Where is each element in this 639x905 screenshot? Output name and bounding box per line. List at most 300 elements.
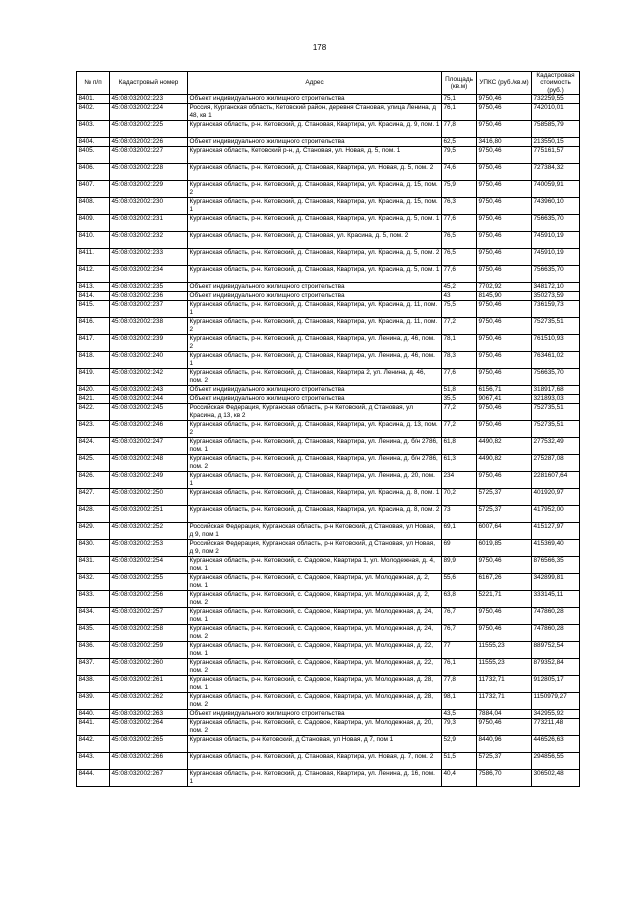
row-number: 8424. xyxy=(77,438,110,455)
table-row xyxy=(77,489,580,506)
cadastral-value: 415127,97 xyxy=(532,523,580,540)
table-row xyxy=(77,95,580,104)
row-number: 8425. xyxy=(77,455,110,472)
area: 61,8 xyxy=(442,438,477,455)
area: 234 xyxy=(442,472,477,489)
upks: 9750,46 xyxy=(477,181,532,198)
page-number: 178 xyxy=(312,43,327,52)
cadastral-value: 876566,35 xyxy=(532,557,580,574)
row-number: 8430. xyxy=(77,540,110,557)
cadastral-value: 775161,57 xyxy=(532,147,580,164)
cadastral-number: 45:08:032002:250 xyxy=(110,489,188,506)
cadastral-value: 747860,28 xyxy=(532,625,580,642)
cadastral-number: 45:08:032002:249 xyxy=(110,472,188,489)
area: 77,2 xyxy=(442,421,477,438)
row-number: 8429. xyxy=(77,523,110,540)
area: 51,8 xyxy=(442,386,477,395)
address: Объект индивидуального жилищного строительства xyxy=(188,386,442,395)
row-number: 8436. xyxy=(77,642,110,659)
cadastral-number: 45:08:032002:225 xyxy=(110,121,188,138)
address: Курганская область, р-н. Кетовский, д. Становая, Квартира, ул. Красина, д. 8, пом. 2 xyxy=(188,506,442,523)
address: Курганская область, р-н. Кетовский, д. Становая, Квартира, ул. Ленина, д. 16, пом. 1 xyxy=(188,770,442,787)
area: 79,3 xyxy=(442,719,477,736)
row-number: 8443. xyxy=(77,753,110,770)
address: Курганская область, р-н. Кетовский, д. Становая, Квартира, ул. Новая, д. 7, пом. 2 xyxy=(188,753,442,770)
cadastral-number: 45:08:032002:238 xyxy=(110,318,188,335)
upks: 9750,46 xyxy=(477,266,532,283)
address: Курганская область, р-н. Кетовский, д. Становая, Квартира, ул. Красина, д. 11, пом. 2 xyxy=(188,318,442,335)
table-row xyxy=(77,386,580,395)
upks: 9750,46 xyxy=(477,232,532,249)
upks: 9750,46 xyxy=(477,318,532,335)
table-row xyxy=(77,164,580,181)
cadastral-value-table xyxy=(76,71,580,787)
row-number: 8422. xyxy=(77,404,110,421)
table-row xyxy=(77,455,580,472)
address: Курганская область, р-н. Кетовский, д. Становая, ул. Красина, д. 5, пом. 2 xyxy=(188,232,442,249)
cadastral-number: 45:08:032002:262 xyxy=(110,693,188,710)
cadastral-number: 45:08:032002:236 xyxy=(110,292,188,301)
row-number: 8419. xyxy=(77,369,110,386)
address: Курганская область, р-н. Кетовский, с. Садовое, Квартира, ул. Молодежная, д. 20, пом. 2 xyxy=(188,719,442,736)
upks: 6007,64 xyxy=(477,523,532,540)
cadastral-value: 318917,68 xyxy=(532,386,580,395)
address: Курганская область, р-н. Кетовский, с. Садовое, Квартира 1, ул. Молодежная, д. 4, пом. 1 xyxy=(188,557,442,574)
cadastral-value: 446526,63 xyxy=(532,736,580,753)
upks: 5725,37 xyxy=(477,506,532,523)
address: Курганская область, р-н. Кетовский, с. Садовое, Квартира, ул. Молодежная, д. 24, пом. 1 xyxy=(188,608,442,625)
address: Курганская область, р-н. Кетовский, д. Становая, Квартира, ул. Красина, д. 13, пом. 2 xyxy=(188,421,442,438)
row-number: 8435. xyxy=(77,625,110,642)
address: Курганская область, р-н. Кетовский, д. Становая, Квартира 2, ул. Ленина, д. 46, пом. 2 xyxy=(188,369,442,386)
row-number: 8412. xyxy=(77,266,110,283)
area: 73 xyxy=(442,506,477,523)
cadastral-value: 752735,51 xyxy=(532,404,580,421)
header-address: Адрес xyxy=(188,72,442,95)
cadastral-number: 45:08:032002:229 xyxy=(110,181,188,198)
address: Курганская область, р-н. Кетовский, с. Садовое, Квартира, ул. Молодежная, д. 22, пом. 2 xyxy=(188,659,442,676)
table-row xyxy=(77,249,580,266)
upks: 9750,46 xyxy=(477,147,532,164)
table-row xyxy=(77,147,580,164)
table-row xyxy=(77,642,580,659)
area: 78,1 xyxy=(442,335,477,352)
upks: 8440,96 xyxy=(477,736,532,753)
table-row xyxy=(77,710,580,719)
header-cadastral-value: Кадастровая стоимость (руб.) xyxy=(532,72,580,95)
table-row xyxy=(77,676,580,693)
address: Курганская область, р-н. Кетовский, д. Становая, Квартира, ул. Красина, д. 11, пом. 1 xyxy=(188,301,442,318)
row-number: 8411. xyxy=(77,249,110,266)
upks: 9750,46 xyxy=(477,301,532,318)
cadastral-number: 45:08:032002:252 xyxy=(110,523,188,540)
area: 55,6 xyxy=(442,574,477,591)
address: Курганская область, р-н Кетовский, д Становая, ул Новая, д 7, пом 1 xyxy=(188,736,442,753)
area: 52,9 xyxy=(442,736,477,753)
row-number: 8432. xyxy=(77,574,110,591)
cadastral-value: 745910,19 xyxy=(532,232,580,249)
area: 43 xyxy=(442,292,477,301)
area: 77,8 xyxy=(442,676,477,693)
cadastral-value: 758585,79 xyxy=(532,121,580,138)
cadastral-number: 45:08:032002:260 xyxy=(110,659,188,676)
cadastral-number: 45:08:032002:231 xyxy=(110,215,188,232)
table-row xyxy=(77,292,580,301)
table-row xyxy=(77,198,580,215)
address: Курганская область, р-н. Кетовский, д. Становая, Квартира, ул. Красина, д. 5, пом. 1 xyxy=(188,215,442,232)
upks: 6156,71 xyxy=(477,386,532,395)
row-number: 8420. xyxy=(77,386,110,395)
cadastral-value: 2281607,64 xyxy=(532,472,580,489)
cadastral-number: 45:08:032002:226 xyxy=(110,138,188,147)
upks: 5725,37 xyxy=(477,753,532,770)
cadastral-number: 45:08:032002:246 xyxy=(110,421,188,438)
upks: 3416,80 xyxy=(477,138,532,147)
cadastral-value: 306502,48 xyxy=(532,770,580,787)
cadastral-number: 45:08:032002:248 xyxy=(110,455,188,472)
upks: 11555,23 xyxy=(477,659,532,676)
cadastral-value: 761510,93 xyxy=(532,335,580,352)
table-row xyxy=(77,138,580,147)
address: Курганская область, р-н. Кетовский, д. Становая, Квартира, ул. Красина, д. 8, пом. 1 xyxy=(188,489,442,506)
cadastral-value: 342955,92 xyxy=(532,710,580,719)
cadastral-value: 879352,84 xyxy=(532,659,580,676)
upks: 9750,46 xyxy=(477,121,532,138)
area: 77,2 xyxy=(442,318,477,335)
upks: 9750,46 xyxy=(477,104,532,121)
table-row xyxy=(77,104,580,121)
area: 61,3 xyxy=(442,455,477,472)
cadastral-value: 342899,81 xyxy=(532,574,580,591)
cadastral-value: 736159,73 xyxy=(532,301,580,318)
cadastral-value: 333145,11 xyxy=(532,591,580,608)
upks: 9750,46 xyxy=(477,608,532,625)
cadastral-value: 348172,10 xyxy=(532,283,580,292)
area: 62,5 xyxy=(442,138,477,147)
area: 63,8 xyxy=(442,591,477,608)
cadastral-number: 45:08:032002:261 xyxy=(110,676,188,693)
address: Курганская область, р-н. Кетовский, с. Садовое, Квартира, ул. Молодежная, д. 22, пом. 1 xyxy=(188,642,442,659)
table-row xyxy=(77,404,580,421)
cadastral-value: 756635,70 xyxy=(532,215,580,232)
cadastral-value: 773211,48 xyxy=(532,719,580,736)
address: Курганская область, р-н. Кетовский, д. Становая, Квартира, ул. Ленина, д. 46, пом. 2 xyxy=(188,335,442,352)
row-number: 8441. xyxy=(77,719,110,736)
address: Курганская область, р-н. Кетовский, с. Садовое, Квартира, ул. Молодежная, д. 2, пом. 2 xyxy=(188,591,442,608)
cadastral-value: 727384,32 xyxy=(532,164,580,181)
table-body xyxy=(77,95,580,787)
upks: 9750,46 xyxy=(477,215,532,232)
address: Курганская область, р-н. Кетовский, д. Становая, Квартира, ул. Красина, д. 9, пом. 1 xyxy=(188,121,442,138)
table-row xyxy=(77,395,580,404)
address: Курганская область, р-н. Кетовский, д. Становая, Квартира, ул. Красина, д. 15, пом. 2 xyxy=(188,181,442,198)
address: Объект индивидуального жилищного строительства xyxy=(188,95,442,104)
table-row xyxy=(77,591,580,608)
cadastral-value: 752735,51 xyxy=(532,318,580,335)
area: 79,5 xyxy=(442,147,477,164)
cadastral-number: 45:08:032002:233 xyxy=(110,249,188,266)
row-number: 8401. xyxy=(77,95,110,104)
row-number: 8403. xyxy=(77,121,110,138)
upks: 5221,71 xyxy=(477,591,532,608)
table-row xyxy=(77,659,580,676)
cadastral-value: 213550,15 xyxy=(532,138,580,147)
area: 69,1 xyxy=(442,523,477,540)
upks: 11555,23 xyxy=(477,642,532,659)
table-row xyxy=(77,719,580,736)
upks: 8145,90 xyxy=(477,292,532,301)
cadastral-number: 45:08:032002:265 xyxy=(110,736,188,753)
cadastral-value: 756635,70 xyxy=(532,266,580,283)
cadastral-number: 45:08:032002:258 xyxy=(110,625,188,642)
header-area: Площадь (кв.м) xyxy=(442,72,477,95)
area: 75,9 xyxy=(442,181,477,198)
cadastral-number: 45:08:032002:264 xyxy=(110,719,188,736)
row-number: 8418. xyxy=(77,352,110,369)
area: 76,5 xyxy=(442,249,477,266)
area: 89,9 xyxy=(442,557,477,574)
area: 77,6 xyxy=(442,266,477,283)
cadastral-number: 45:08:032002:257 xyxy=(110,608,188,625)
cadastral-value: 415369,40 xyxy=(532,540,580,557)
row-number: 8439. xyxy=(77,693,110,710)
table-row xyxy=(77,421,580,438)
upks: 6167,26 xyxy=(477,574,532,591)
row-number: 8421. xyxy=(77,395,110,404)
upks: 7586,70 xyxy=(477,770,532,787)
cadastral-number: 45:08:032002:256 xyxy=(110,591,188,608)
address: Курганская область, р-н. Кетовский, с. Садовое, Квартира, ул. Молодежная, д. 28, пом. 2 xyxy=(188,693,442,710)
row-number: 8427. xyxy=(77,489,110,506)
row-number: 8410. xyxy=(77,232,110,249)
row-number: 8415. xyxy=(77,301,110,318)
area: 77,6 xyxy=(442,215,477,232)
table-row xyxy=(77,215,580,232)
cadastral-value: 752735,51 xyxy=(532,421,580,438)
row-number: 8409. xyxy=(77,215,110,232)
row-number: 8437. xyxy=(77,659,110,676)
area: 69 xyxy=(442,540,477,557)
upks: 7702,92 xyxy=(477,283,532,292)
area: 76,7 xyxy=(442,608,477,625)
cadastral-number: 45:08:032002:228 xyxy=(110,164,188,181)
upks: 9750,46 xyxy=(477,164,532,181)
area: 77,2 xyxy=(442,404,477,421)
table-row xyxy=(77,574,580,591)
cadastral-value: 740059,91 xyxy=(532,181,580,198)
upks: 9750,46 xyxy=(477,198,532,215)
table-row xyxy=(77,736,580,753)
address: Российская Федерация, Курганская область, р-н Кетовский, д Становая, ул Красина, д 13, кв 2 xyxy=(188,404,442,421)
cadastral-value: 889752,54 xyxy=(532,642,580,659)
cadastral-value: 1150979,27 xyxy=(532,693,580,710)
upks: 4490,82 xyxy=(477,455,532,472)
upks: 9750,46 xyxy=(477,335,532,352)
row-number: 8440. xyxy=(77,710,110,719)
cadastral-number: 45:08:032002:253 xyxy=(110,540,188,557)
table-row xyxy=(77,266,580,283)
upks: 9067,41 xyxy=(477,395,532,404)
upks: 9750,46 xyxy=(477,472,532,489)
cadastral-value: 275287,08 xyxy=(532,455,580,472)
area: 40,4 xyxy=(442,770,477,787)
area: 76,3 xyxy=(442,198,477,215)
address: Курганская область, р-н. Кетовский, д. Становая, Квартира, ул. Ленина, д. б/н 2786, пом. 2 xyxy=(188,455,442,472)
address: Курганская область, р-н. Кетовский, д. Становая, Квартира, ул. Красина, д. 15, пом. 1 xyxy=(188,198,442,215)
area: 76,5 xyxy=(442,232,477,249)
cadastral-number: 45:08:032002:263 xyxy=(110,710,188,719)
row-number: 8428. xyxy=(77,506,110,523)
cadastral-number: 45:08:032002:235 xyxy=(110,283,188,292)
table-row xyxy=(77,472,580,489)
address: Курганская область, р-н. Кетовский, д. Становая, Квартира, ул. Красина, д. 5, пом. 1 xyxy=(188,266,442,283)
upks: 6019,85 xyxy=(477,540,532,557)
address: Объект индивидуального жилищного строительства xyxy=(188,710,442,719)
table-row xyxy=(77,540,580,557)
row-number: 8414. xyxy=(77,292,110,301)
area: 35,5 xyxy=(442,395,477,404)
header-upks: УПКС (руб./кв.м) xyxy=(477,72,532,95)
table-header-row xyxy=(77,72,580,95)
address: Объект индивидуального жилищного строительства xyxy=(188,283,442,292)
area: 74,6 xyxy=(442,164,477,181)
address: Россия, Курганская область, Кетовский район, деревня Становая, улица Ленина, д 48, кв 1 xyxy=(188,104,442,121)
area: 43,5 xyxy=(442,710,477,719)
area: 78,3 xyxy=(442,352,477,369)
row-number: 8433. xyxy=(77,591,110,608)
table-row xyxy=(77,557,580,574)
cadastral-number: 45:08:032002:227 xyxy=(110,147,188,164)
upks: 9750,46 xyxy=(477,95,532,104)
cadastral-number: 45:08:032002:242 xyxy=(110,369,188,386)
table-row xyxy=(77,232,580,249)
area: 70,2 xyxy=(442,489,477,506)
area: 45,2 xyxy=(442,283,477,292)
cadastral-value: 321893,03 xyxy=(532,395,580,404)
upks: 11732,71 xyxy=(477,676,532,693)
cadastral-value: 745910,19 xyxy=(532,249,580,266)
cadastral-number: 45:08:032002:254 xyxy=(110,557,188,574)
cadastral-value: 401920,97 xyxy=(532,489,580,506)
table-row xyxy=(77,181,580,198)
table-row xyxy=(77,506,580,523)
cadastral-value: 277532,49 xyxy=(532,438,580,455)
upks: 9750,46 xyxy=(477,625,532,642)
cadastral-number: 45:08:032002:240 xyxy=(110,352,188,369)
cadastral-number: 45:08:032002:266 xyxy=(110,753,188,770)
row-number: 8434. xyxy=(77,608,110,625)
area: 76,7 xyxy=(442,625,477,642)
row-number: 8417. xyxy=(77,335,110,352)
cadastral-number: 45:08:032002:230 xyxy=(110,198,188,215)
cadastral-number: 45:08:032002:239 xyxy=(110,335,188,352)
upks: 7884,04 xyxy=(477,710,532,719)
cadastral-number: 45:08:032002:255 xyxy=(110,574,188,591)
address: Объект индивидуального жилищного строительства xyxy=(188,138,442,147)
cadastral-number: 45:08:032002:223 xyxy=(110,95,188,104)
cadastral-number: 45:08:032002:234 xyxy=(110,266,188,283)
table-row xyxy=(77,335,580,352)
cadastral-number: 45:08:032002:267 xyxy=(110,770,188,787)
row-number: 8402. xyxy=(77,104,110,121)
row-number: 8407. xyxy=(77,181,110,198)
cadastral-number: 45:08:032002:259 xyxy=(110,642,188,659)
cadastral-number: 45:08:032002:247 xyxy=(110,438,188,455)
table-row xyxy=(77,352,580,369)
address: Российская Федерация, Курганская область, р-н Кетовский, д Становая, ул Новая, д 9, пом 2 xyxy=(188,540,442,557)
upks: 9750,46 xyxy=(477,719,532,736)
cadastral-value: 763461,02 xyxy=(532,352,580,369)
upks: 11732,71 xyxy=(477,693,532,710)
area: 77 xyxy=(442,642,477,659)
address: Курганская область, Кетовский р-н, д. Становая, ул. Новая, д. 5, пом. 1 xyxy=(188,147,442,164)
table-row xyxy=(77,301,580,318)
row-number: 8426. xyxy=(77,472,110,489)
cadastral-number: 45:08:032002:243 xyxy=(110,386,188,395)
row-number: 8406. xyxy=(77,164,110,181)
table-row xyxy=(77,625,580,642)
cadastral-number: 45:08:032002:232 xyxy=(110,232,188,249)
upks: 9750,46 xyxy=(477,421,532,438)
header-num: № п/п xyxy=(77,72,110,95)
area: 75,1 xyxy=(442,95,477,104)
address: Курганская область, р-н. Кетовский, д. Становая, Квартира, ул. Красина, д. 5, пом. 2 xyxy=(188,249,442,266)
upks: 9750,46 xyxy=(477,352,532,369)
header-cadastral-number: Кадастровый номер xyxy=(110,72,188,95)
row-number: 8423. xyxy=(77,421,110,438)
cadastral-value: 747860,28 xyxy=(532,608,580,625)
upks: 9750,46 xyxy=(477,249,532,266)
upks: 9750,46 xyxy=(477,404,532,421)
table-row xyxy=(77,318,580,335)
cadastral-value: 742010,01 xyxy=(532,104,580,121)
table-row xyxy=(77,121,580,138)
cadastral-number: 45:08:032002:245 xyxy=(110,404,188,421)
area: 51,5 xyxy=(442,753,477,770)
row-number: 8442. xyxy=(77,736,110,753)
upks: 4490,82 xyxy=(477,438,532,455)
cadastral-number: 45:08:032002:237 xyxy=(110,301,188,318)
table-row xyxy=(77,283,580,292)
table-row xyxy=(77,753,580,770)
upks: 9750,46 xyxy=(477,369,532,386)
cadastral-value: 417952,00 xyxy=(532,506,580,523)
table-row xyxy=(77,608,580,625)
area: 77,6 xyxy=(442,369,477,386)
table-row xyxy=(77,438,580,455)
address: Курганская область, р-н. Кетовский, с. Садовое, Квартира, ул. Молодежная, д. 24, пом. 2 xyxy=(188,625,442,642)
row-number: 8404. xyxy=(77,138,110,147)
address: Объект индивидуального жилищного строительства xyxy=(188,395,442,404)
cadastral-value: 743960,10 xyxy=(532,198,580,215)
cadastral-number: 45:08:032002:251 xyxy=(110,506,188,523)
cadastral-value: 756635,70 xyxy=(532,369,580,386)
row-number: 8431. xyxy=(77,557,110,574)
upks: 5725,37 xyxy=(477,489,532,506)
address: Российская Федерация, Курганская область, р-н Кетовский, д Становая, ул Новая, д 9, пом 1 xyxy=(188,523,442,540)
row-number: 8444. xyxy=(77,770,110,787)
area: 98,1 xyxy=(442,693,477,710)
row-number: 8408. xyxy=(77,198,110,215)
row-number: 8413. xyxy=(77,283,110,292)
area: 75,5 xyxy=(442,301,477,318)
address: Курганская область, р-н. Кетовский, д. Становая, Квартира, ул. Ленина, д. б/н 2786, пом. 1 xyxy=(188,438,442,455)
table-row xyxy=(77,523,580,540)
cadastral-value: 732259,55 xyxy=(532,95,580,104)
row-number: 8416. xyxy=(77,318,110,335)
area: 77,8 xyxy=(442,121,477,138)
address: Курганская область, р-н. Кетовский, д. Становая, Квартира, ул. Ленина, д. 46, пом. 1 xyxy=(188,352,442,369)
